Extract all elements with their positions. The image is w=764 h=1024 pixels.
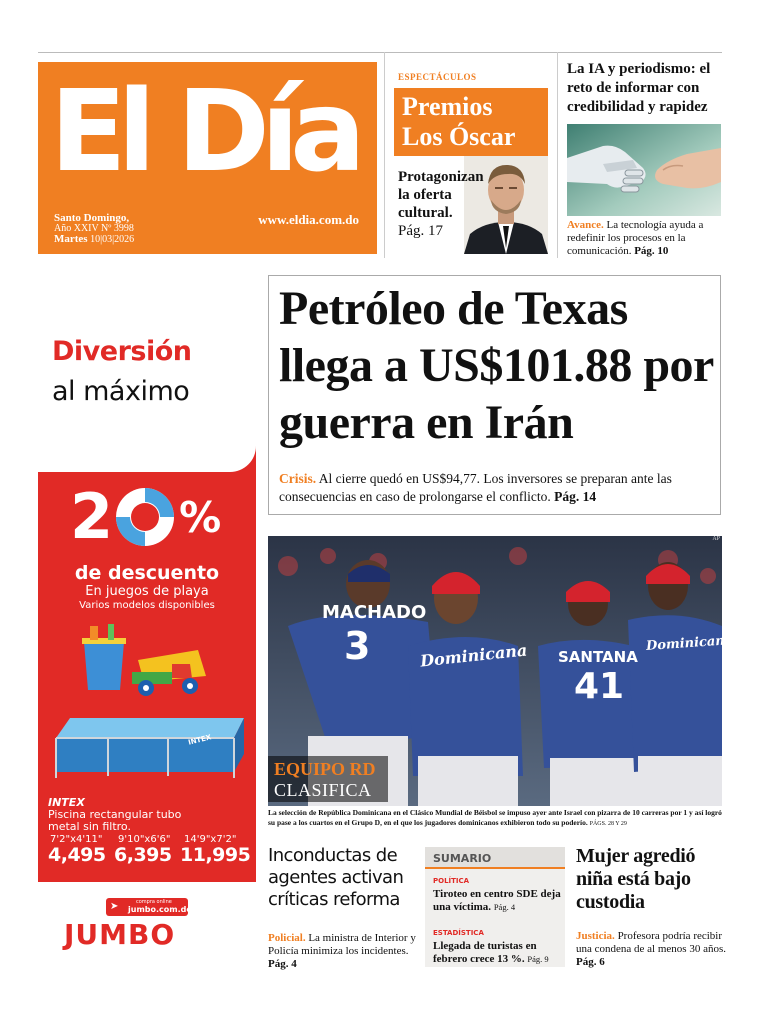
edition-date: 10|03|2026 xyxy=(90,234,135,245)
main-kicker: Crisis. xyxy=(279,471,317,486)
jersey-name-machado: MACHADO xyxy=(322,602,427,623)
price-size-1: 7'2"x4'11" xyxy=(50,834,103,845)
ia-headline[interactable]: La IA y periodismo: el reto de informar con credibilidad y rapidez xyxy=(567,61,711,115)
justice-page: Pág. 6 xyxy=(576,956,605,968)
justice-kicker: Justicia. xyxy=(576,930,615,942)
sumario-box xyxy=(425,847,565,967)
oscar-title-line1: Premios xyxy=(402,92,493,121)
main-text: Al cierre quedó en US$94,77. Los inversores se preparan ante las consecuencias en caso de prolongarse el conflicto. xyxy=(279,471,672,504)
top-rule xyxy=(38,52,722,53)
sumario-item-kicker: ESTADÍSTICA xyxy=(433,929,484,937)
photo-tag-line1: EQUIPO RD xyxy=(274,759,376,779)
price-3: 11,995 xyxy=(180,844,251,866)
oscar-title-line2: Los Óscar xyxy=(402,122,516,151)
oscar-title-box xyxy=(394,88,548,156)
main-headline[interactable]: Petróleo de Texas llega a US$101.88 por guerra en Irán xyxy=(279,282,713,449)
jumbo-logo[interactable]: JUMBO xyxy=(64,918,176,951)
edition-info xyxy=(54,213,134,245)
ia-text: La tecnología ayuda a redefinir los procesos en la comunicación. xyxy=(567,219,704,257)
sumario-header xyxy=(425,847,565,869)
jumbo-advertisement[interactable] xyxy=(38,272,256,882)
police-headline[interactable]: Inconductas de agentes activan críticas reforma xyxy=(268,845,404,910)
oscar-title xyxy=(402,92,515,152)
edition-day: Martes xyxy=(54,233,88,245)
main-story[interactable] xyxy=(268,275,721,515)
product-brand: INTEX xyxy=(48,796,85,809)
sumario-item-title: Tiroteo en centro SDE deja una víctima. xyxy=(433,888,561,913)
jersey-name-santana: SANTANA xyxy=(558,648,638,666)
ad-headline: Diversión xyxy=(52,336,192,367)
jersey-number-41: 41 xyxy=(574,666,625,707)
section-kicker: ESPECTÁCULOS xyxy=(398,72,477,82)
website-link[interactable]: www.eldia.com.do xyxy=(258,212,359,227)
jersey-wordmark-2: Dominicana xyxy=(645,632,734,655)
online-url: jumbo.com.do xyxy=(128,905,192,914)
oscar-text xyxy=(398,168,484,240)
police-page: Pág. 4 xyxy=(268,958,297,970)
discount-digit: 2 xyxy=(70,480,114,553)
main-summary xyxy=(279,470,719,506)
column-divider xyxy=(384,52,385,258)
police-summary xyxy=(268,932,418,971)
sumario-item-page: Pág. 4 xyxy=(493,902,516,912)
justice-headline[interactable]: Mujer agredió niña está bajo custodia xyxy=(576,845,696,913)
ia-kicker: Avance. xyxy=(567,219,604,231)
send-icon: ➤ xyxy=(110,901,119,912)
justice-summary xyxy=(576,930,726,969)
product-line1: Piscina rectangular tubo xyxy=(48,808,182,821)
ia-page: Pág. 10 xyxy=(634,245,669,257)
jersey-wordmark: Dominicana xyxy=(419,640,529,671)
price-2: 6,395 xyxy=(114,844,172,866)
product-description xyxy=(48,809,181,833)
ia-caption xyxy=(567,219,727,258)
robot-handshake-image xyxy=(567,124,721,216)
newspaper-logo[interactable]: El Día xyxy=(50,67,357,197)
discount-label: de descuento xyxy=(74,562,220,584)
jersey-number-3: 3 xyxy=(344,624,371,668)
discount-sub2: Varios modelos disponibles xyxy=(79,600,215,611)
online-label: compra online xyxy=(136,899,172,905)
product-line2: metal sin filtro. xyxy=(48,820,131,833)
photo-caption-text: La selección de República Dominicana en el Clásico Mundial de Béisbol se impuso ayer ante Israel con pizarra de 10 carreras por 1 y así logró su pase a los cuartos en el Grupo D, en el que los jugadores dominicanos exhibieron todo su poderío. xyxy=(268,808,722,827)
price-size-2: 9'10"x6'6" xyxy=(118,834,171,845)
photo-caption-pages: PÁGS. 28 Y 29 xyxy=(589,821,627,827)
sumario-item[interactable] xyxy=(433,877,567,914)
photo-tag-line2: CLASIFICA xyxy=(274,780,372,800)
price-1: 4,495 xyxy=(48,844,106,866)
baseball-photo[interactable] xyxy=(268,536,734,806)
pool-image xyxy=(48,710,248,780)
photo-caption xyxy=(268,808,722,829)
oscar-page: Pág. 17 xyxy=(398,223,443,239)
online-store-tag[interactable] xyxy=(106,898,192,916)
swim-ring-icon xyxy=(112,484,178,550)
police-text: La ministra de Interior y Policía minimiza los incidentes. xyxy=(268,932,416,957)
edition-number: Año XXIV Nº 3998 xyxy=(54,223,134,234)
photo-credit: AP xyxy=(712,536,720,542)
discount-sub1: En juegos de playa xyxy=(85,584,209,599)
oscar-body: Protagonizan la oferta cultural. xyxy=(398,169,484,221)
espectaculos-teaser[interactable] xyxy=(394,62,548,254)
pool-brand-label: INTEX xyxy=(187,733,213,747)
sumario-item-title: Llegada de turistas en febrero crece 13 %. xyxy=(433,940,537,965)
column-divider xyxy=(557,52,558,258)
police-kicker: Policial. xyxy=(268,932,306,944)
sumario-item-kicker: POLÍTICA xyxy=(433,877,470,885)
sumario-title: SUMARIO xyxy=(433,852,492,865)
main-page: Pág. 14 xyxy=(554,489,597,504)
sumario-item-text xyxy=(433,888,567,914)
ad-white-panel xyxy=(38,272,256,472)
photo-tag xyxy=(268,756,388,802)
masthead[interactable] xyxy=(38,62,377,254)
sumario-item[interactable] xyxy=(433,929,567,966)
ad-subheadline: al máximo xyxy=(52,376,190,407)
beach-toys-image xyxy=(78,620,218,700)
sumario-item-page: Pág. 9 xyxy=(527,954,549,964)
edition-city: Santo Domingo, xyxy=(54,212,130,224)
justice-text: Profesora podría recibir una condena de al menos 30 años. xyxy=(576,930,726,955)
price-size-3: 14'9"x7'2" xyxy=(184,834,237,845)
discount-percent: % xyxy=(179,493,222,542)
sumario-item-text xyxy=(433,940,567,966)
